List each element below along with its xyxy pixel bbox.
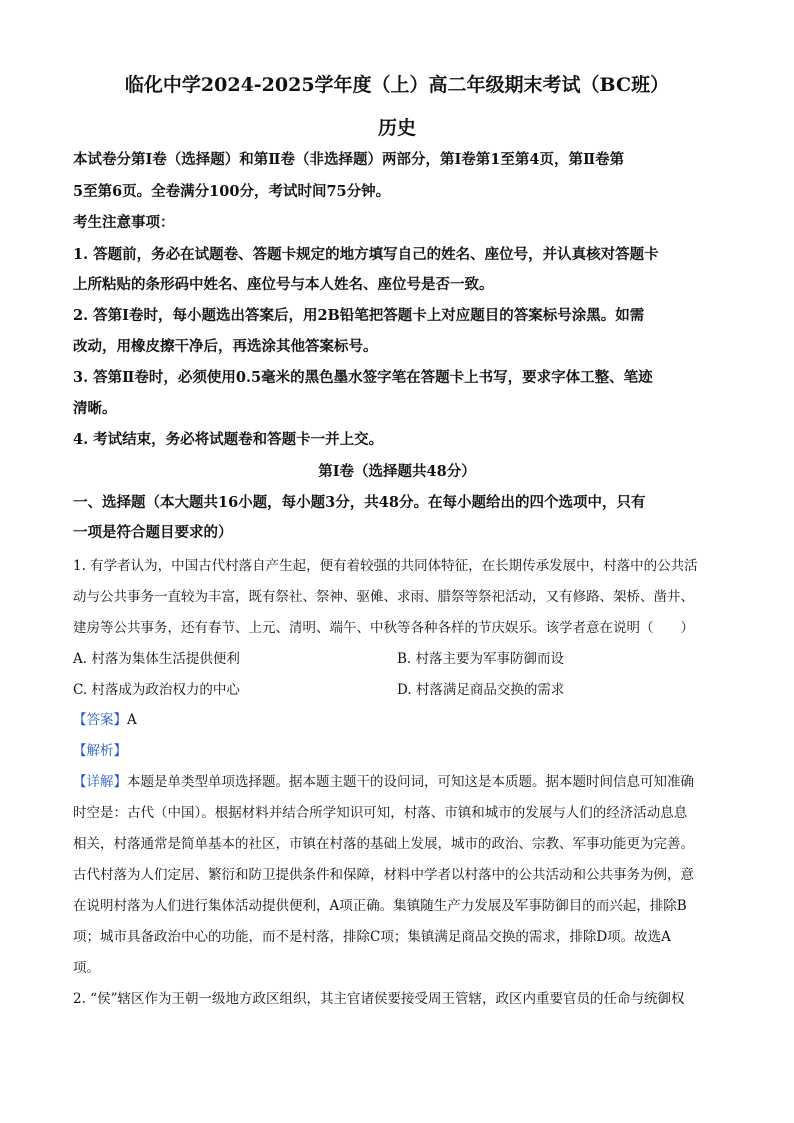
analysis-line: 时空是：古代（中国）。根据材料并结合所学知识可知，村落、市镇和城市的发展与人们的经济活动息息 — [73, 805, 688, 821]
notice-line: 1. 答题前，务必在试题卷、答题卡规定的地方填写自己的姓名、座位号，并认真核对答题卡 — [73, 246, 659, 263]
analysis-tag: 【解析】 — [73, 743, 127, 759]
section-title: 第Ⅰ卷（选择题共48分） — [318, 463, 476, 480]
section-instruction: 一项是符合题目要求的） — [73, 524, 233, 541]
option-b: B. 村落主要为军事防御而设 — [397, 651, 565, 667]
analysis-line: 在说明村落为人们进行集体活动提供便利，A项正确。集镇随生产力发展及军事防御目的而兴起，排除B — [73, 898, 687, 914]
intro-line: 5至第6页。全卷满分100分，考试时间75分钟。 — [73, 183, 391, 200]
notice-line: 4. 考试结束，务必将试题卷和答题卡一并上交。 — [73, 431, 384, 448]
option-c: C. 村落成为政治权力的中心 — [73, 682, 240, 698]
analysis-line — [73, 772, 723, 792]
notice-line: 3. 答第Ⅱ卷时，必须使用0.5毫米的黑色墨水签字笔在答题卡上书写，要求字体工整、笔迹 — [73, 369, 653, 386]
option-d: D. 村落满足商品交换的需求 — [397, 682, 565, 698]
question-1-stem: 建房等公共事务，还有春节、上元、清明、端午、中秋等各种各样的节庆娱乐。该学者意在说明（ ） — [73, 620, 694, 636]
notice-line: 改动，用橡皮擦干净后，再选涂其他答案标号。 — [73, 338, 378, 355]
analysis-line: 相关，村落通常是简单基本的社区，市镇在村落的基础上发展，城市的政治、宗教、军事功能更为完善。 — [73, 836, 694, 852]
question-2-stem: 2. “侯”辖区作为王朝一级地方政区组织，其主官诸侯要接受周王管辖，政区内重要官员的任命与统御权 — [73, 991, 685, 1007]
exam-title: 临化中学2024-2025学年度（上）高二年级期末考试（BC班） — [124, 74, 670, 96]
analysis-text: 本题是单类型单项选择题。据本题主题干的设问词，可知这是本质题。据本题时间信息可知准确 — [127, 774, 694, 790]
question-1-stem: 动与公共事务一直较为丰富，既有祭社、祭神、驱傩、求雨、腊祭等祭祀活动，又有修路、架桥、凿井、 — [73, 589, 694, 605]
analysis-line: 项；城市具备政治中心的功能，而不是村落，排除C项；集镇满足商品交换的需求，排除D项。故选A — [73, 929, 671, 945]
section-instruction: 一、选择题（本大题共16小题，每小题3分，共48分。在每小题给出的四个选项中，只有 — [73, 494, 646, 511]
question-1-stem: 1. 有学者认为，中国古代村落自产生起，便有着较强的共同体特征，在长期传承发展中，村落中的公共活 — [73, 558, 698, 574]
analysis-line: 项。 — [73, 960, 100, 976]
detail-tag: 【详解】 — [73, 774, 127, 790]
intro-line: 本试卷分第Ⅰ卷（选择题）和第Ⅱ卷（非选择题）两部分，第Ⅰ卷第1至第4页，第Ⅱ卷第 — [73, 151, 625, 168]
notice-line: 上所粘贴的条形码中姓名、座位号与本人姓名、座位号是否一致。 — [73, 276, 494, 293]
answer-value: A — [127, 712, 137, 728]
subject-title: 历史 — [377, 117, 416, 139]
notice-line: 2. 答第Ⅰ卷时，每小题选出答案后，用2B铅笔把答题卡上对应题目的答案标号涂黑。如需 — [73, 307, 645, 324]
notice-line: 清晰。 — [73, 400, 117, 417]
option-a: A. 村落为集体生活提供便利 — [73, 651, 240, 667]
notice-heading: 考生注意事项： — [73, 214, 175, 231]
answer-line — [73, 710, 723, 730]
analysis-line: 古代村落为人们定居、繁衍和防卫提供条件和保障，材料中学者以村落中的公共活动和公共事务为例，意 — [73, 867, 694, 883]
answer-tag: 【答案】 — [73, 712, 127, 728]
